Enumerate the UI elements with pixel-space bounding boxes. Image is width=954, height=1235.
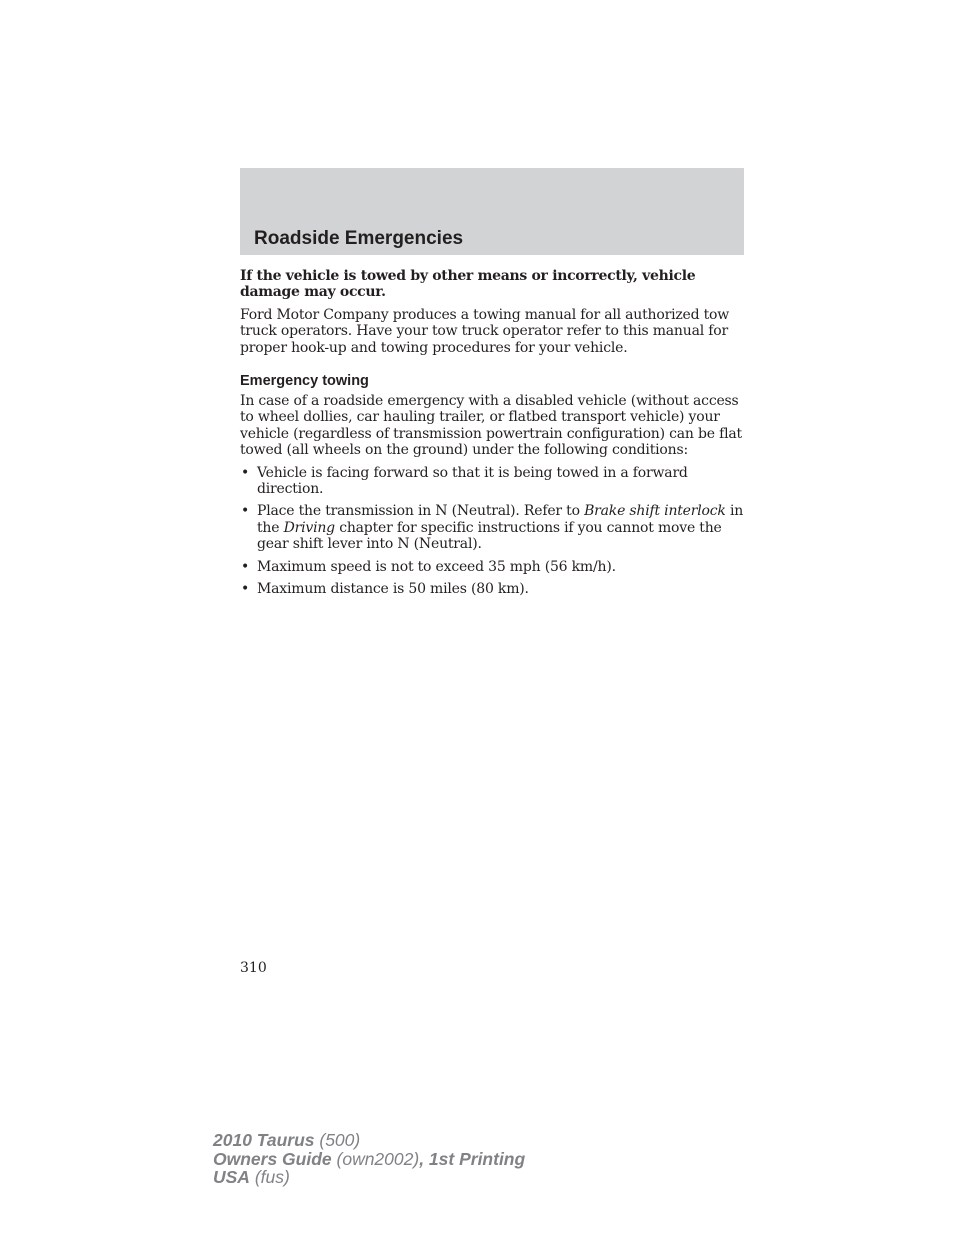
emergency-paragraph: In case of a roadside emergency with a disabled vehicle (without access to wheel dollies, car hauling trailer, or flatbed transport vehicle) your vehicle (regardless of transmission powertrain configuration) can be flat towed (all wheels on the ground) under the following conditions: xyxy=(240,393,742,459)
list-item xyxy=(240,559,746,575)
bullet-icon: • xyxy=(241,503,250,520)
footer-model-code: (500) xyxy=(314,1130,361,1150)
intro-paragraph: Ford Motor Company produces a towing manual for all authorized tow truck operators. Have your tow truck operator refer to this manual for proper hook-up and towing procedures for your vehicle. xyxy=(240,306,730,356)
section-header-band xyxy=(240,168,744,255)
footer-printing: , 1st Printing xyxy=(419,1148,526,1169)
list-item-text-part: Place the transmission in N (Neutral). Refer to xyxy=(257,503,585,520)
footer-guide: Owners Guide xyxy=(213,1148,332,1169)
footer-market-code: (fus) xyxy=(249,1167,290,1187)
list-item-text-part: in the xyxy=(257,503,744,536)
bullet-icon: • xyxy=(241,464,250,481)
page-number: 310 xyxy=(240,960,267,976)
subheading-emergency-towing: Emergency towing xyxy=(240,373,369,390)
footer-line-model xyxy=(213,1131,525,1150)
footer-line-guide xyxy=(213,1150,525,1169)
page-content xyxy=(240,268,746,604)
list-item-text-part: chapter for specific instructions if you cannot move the gear shift lever into N (Neutral). xyxy=(257,519,722,553)
list-item-text xyxy=(257,503,743,552)
list-item xyxy=(240,465,746,498)
bullet-icon: • xyxy=(241,581,250,598)
list-item-text: Maximum distance is 50 miles (80 km). xyxy=(257,581,529,598)
list-item-text: Vehicle is facing forward so that it is being towed in a forward direction. xyxy=(257,464,688,498)
list-item-text: Maximum speed is not to exceed 35 mph (56 km/h). xyxy=(257,558,616,575)
section-title: Roadside Emergencies xyxy=(254,228,464,249)
cross-reference-driving: Driving xyxy=(283,519,335,536)
document-footer xyxy=(213,1131,525,1187)
cross-reference-brake-shift-interlock: Brake shift interlock xyxy=(584,503,726,520)
footer-guide-code: (own2002) xyxy=(331,1148,420,1169)
list-item xyxy=(240,581,746,597)
footer-model: 2010 Taurus xyxy=(213,1130,315,1150)
list-item xyxy=(240,503,746,552)
bullet-icon: • xyxy=(241,558,250,575)
footer-market: USA xyxy=(213,1167,250,1187)
footer-line-market xyxy=(213,1168,525,1187)
conditions-list xyxy=(240,465,746,598)
warning-text: If the vehicle is towed by other means or incorrectly, vehicle damage may occur. xyxy=(240,268,696,301)
